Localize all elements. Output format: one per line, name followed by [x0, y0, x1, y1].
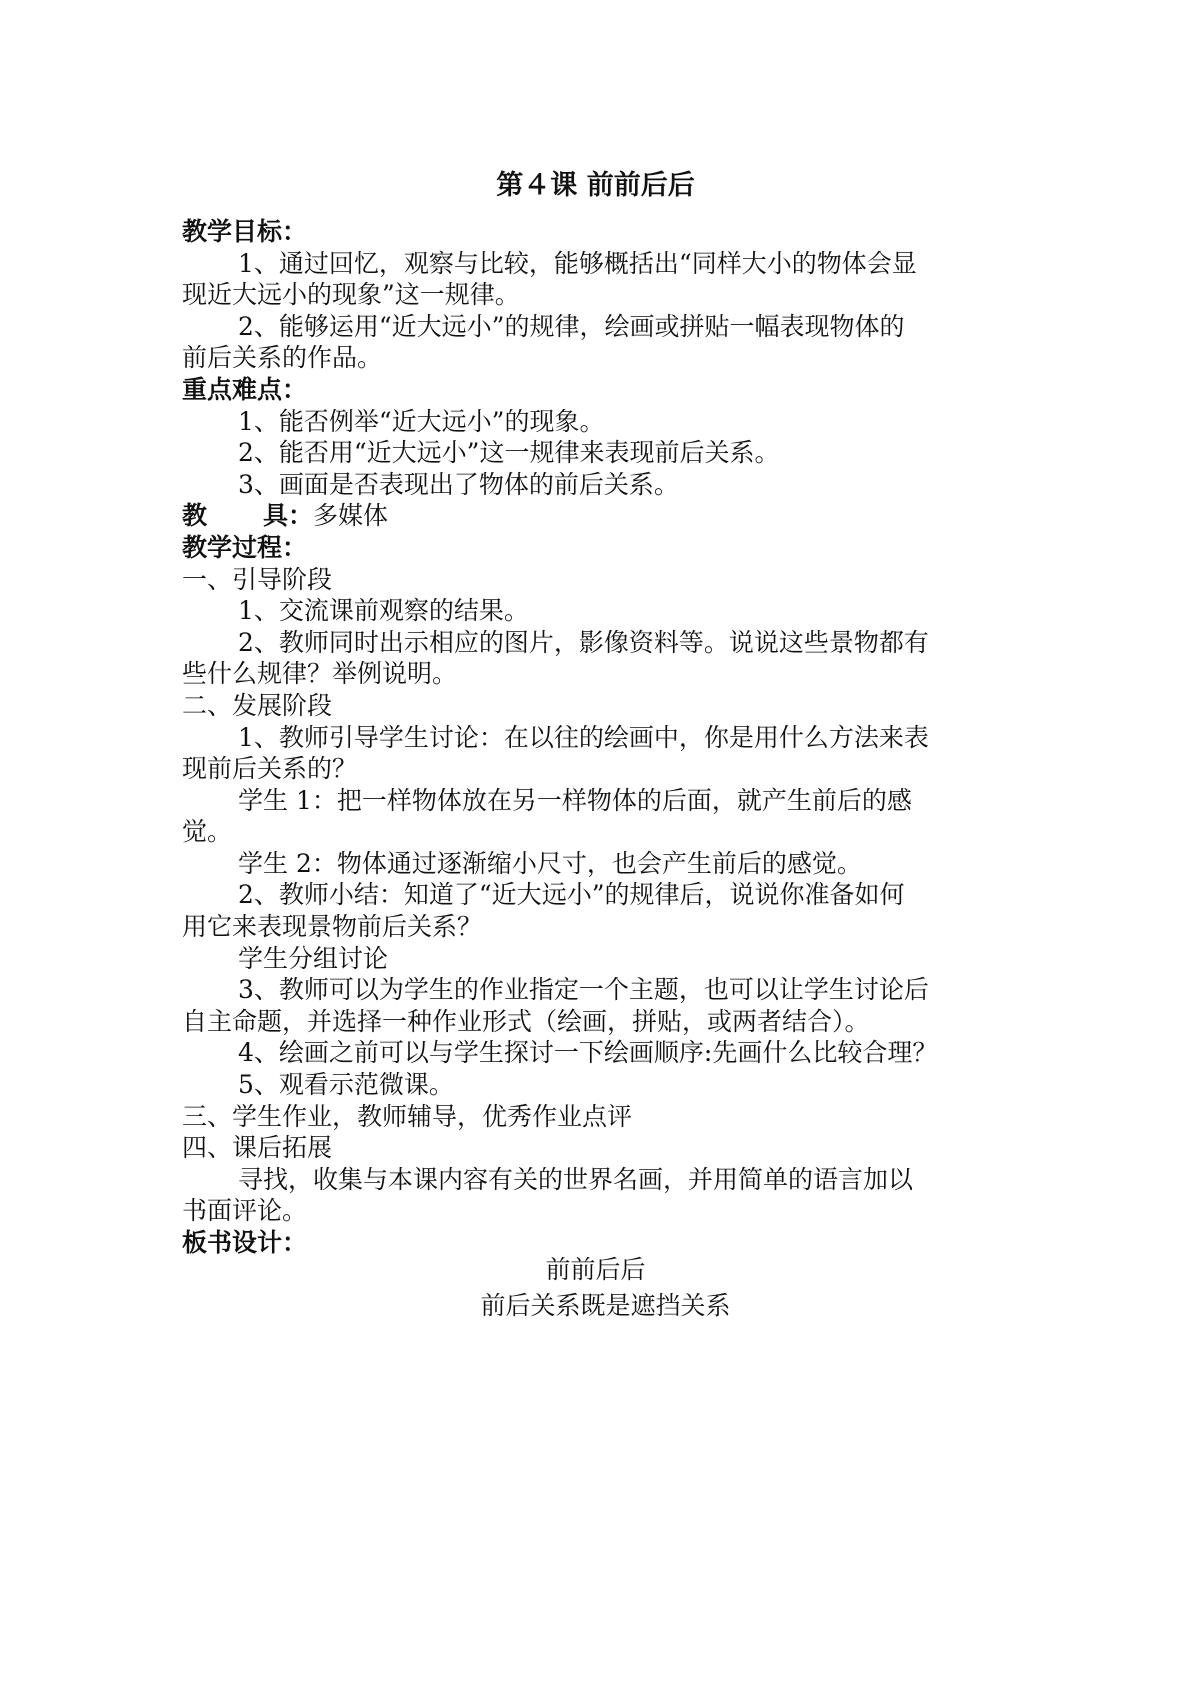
process-line: 些什么规律？举例说明。: [182, 659, 458, 689]
tools-value: 多媒体: [313, 501, 389, 531]
process-line: 2、教师同时出示相应的图片，影像资料等。说说这些景物都有: [238, 627, 929, 657]
process-stage-heading: 四、课后拓展: [182, 1133, 333, 1163]
process-line: 学生 1：把一样物体放在另一样物体的后面，就产生前后的感: [238, 785, 912, 815]
process-line: 5、观看示范微课。: [238, 1070, 454, 1100]
process-line: 1、教师引导学生讨论：在以往的绘画中，你是用什么方法来表: [238, 722, 929, 752]
board-line-2: 前后关系既是遮挡关系: [480, 1291, 731, 1320]
objective-line: 现近大远小的现象”这一规律。: [182, 280, 520, 310]
board-line-1: 前前后后: [545, 1255, 646, 1284]
process-line: 寻找，收集与本课内容有关的世界名画，并用简单的语言加以: [238, 1164, 914, 1194]
process-stage-heading: 二、发展阶段: [182, 690, 333, 720]
process-line: 自主命题，并选择一种作业形式（绘画，拼贴，或两者结合）。: [182, 1006, 870, 1036]
process-line: 学生 2：物体通过逐渐缩小尺寸，也会产生前后的感觉。: [238, 848, 862, 878]
objective-line: 前后关系的作品。: [182, 343, 383, 373]
lesson-title: 第４课 前前后后: [496, 170, 695, 201]
process-heading: 教学过程：: [182, 532, 308, 562]
objectives-heading: 教学目标：: [182, 217, 308, 246]
lesson-body: [182, 216, 1012, 1259]
key-points-heading: 重点难点：: [182, 374, 308, 404]
tools-line: [182, 500, 1012, 532]
process-line: 书面评论。: [182, 1196, 308, 1226]
process-line: 1、交流课前观察的结果。: [238, 596, 529, 626]
key-point-line: 3、画面是否表现出了物体的前后关系。: [238, 469, 679, 499]
tools-label-b: 具：: [263, 501, 314, 531]
objective-line: 1、通过回忆，观察与比较，能够概括出“同样大小的物体会显: [238, 248, 917, 278]
process-stage-heading: 三、学生作业，教师辅导，优秀作业点评: [182, 1101, 633, 1131]
board-heading: 板书设计：: [182, 1228, 308, 1257]
process-stage-heading: 一、引导阶段: [182, 564, 333, 594]
process-line: 4、绘画之前可以与学生探讨一下绘画顺序:先画什么比较合理？: [238, 1038, 938, 1068]
process-line: 现前后关系的？: [182, 754, 358, 784]
key-point-line: 1、能否例举“近大远小”的现象。: [238, 406, 605, 436]
process-line: 觉。: [182, 817, 233, 847]
tools-label-a: 教: [182, 501, 208, 531]
process-line: 3、教师可以为学生的作业指定一个主题，也可以让学生讨论后: [238, 975, 929, 1005]
objective-line: 2、能够运用“近大远小”的规律，绘画或拼贴一幅表现物体的: [238, 311, 905, 341]
process-line: 学生分组讨论: [238, 943, 389, 973]
key-point-line: 2、能否用“近大远小”这一规律来表现前后关系。: [238, 438, 780, 468]
process-line: 2、教师小结：知道了“近大远小”的规律后，说说你准备如何: [238, 880, 905, 910]
process-line: 用它来表现景物前后关系？: [182, 912, 483, 942]
